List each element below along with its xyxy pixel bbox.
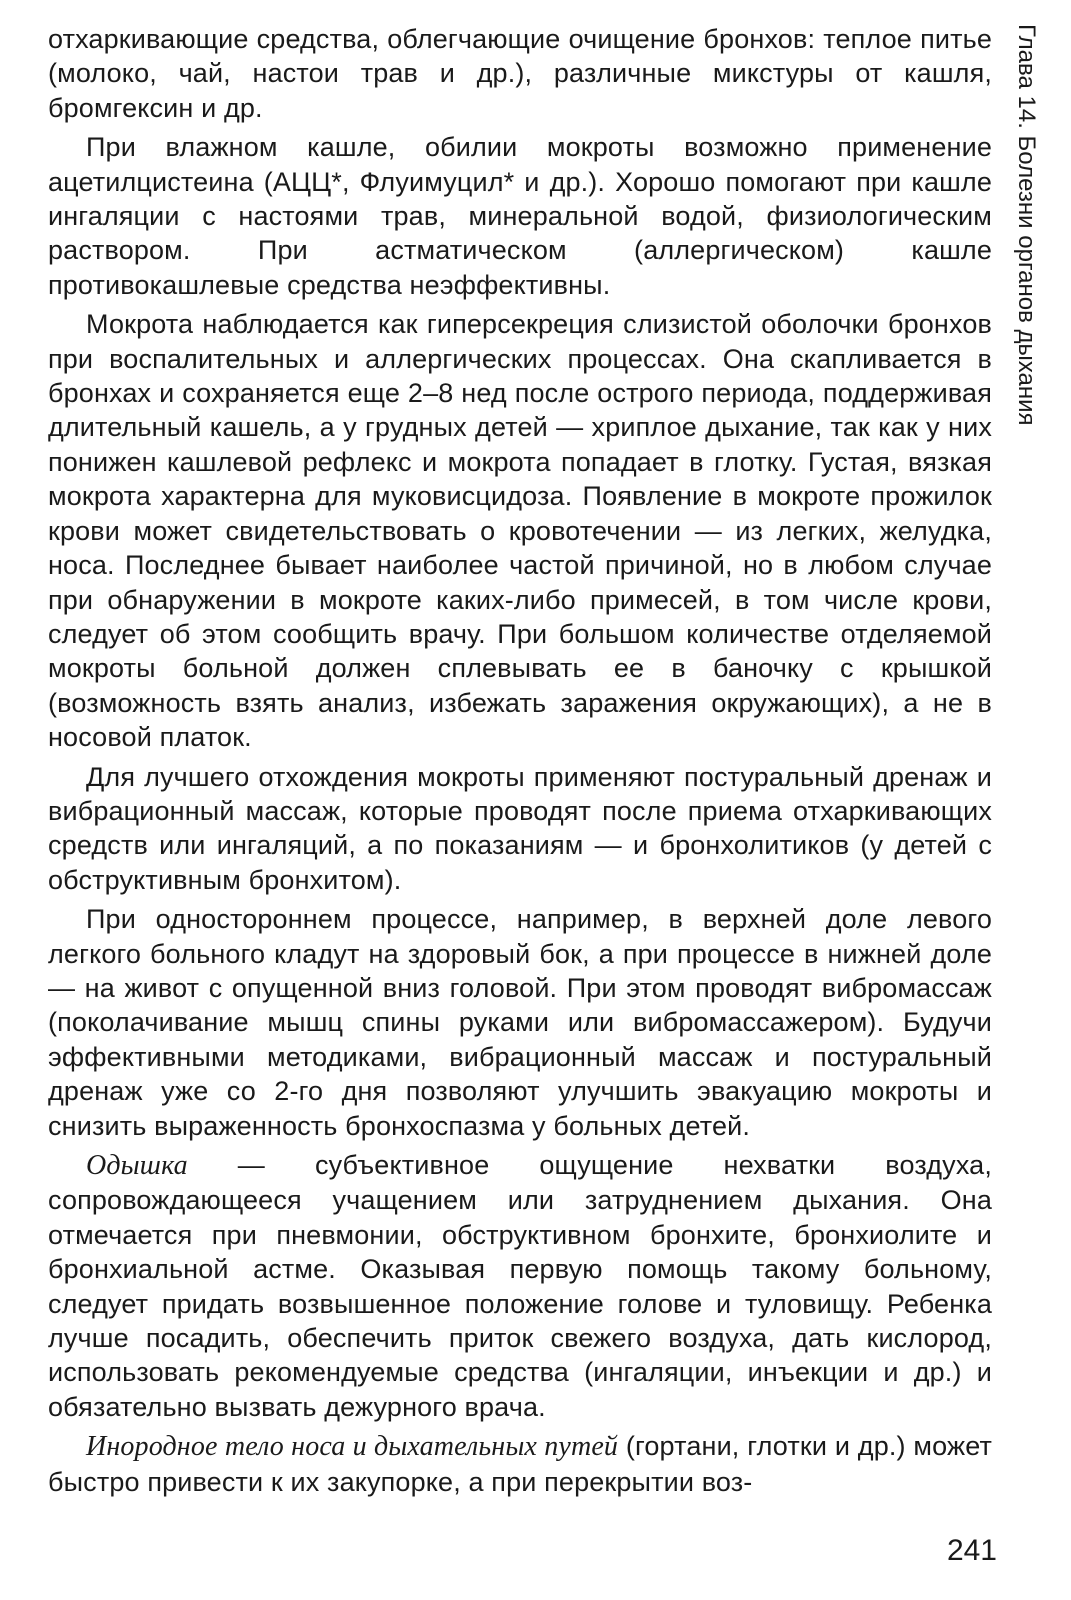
paragraph-text: При влажном кашле, обилии мокроты возможно применение ацетилцистеина (АЦЦ*, Флуимуцил* и др.). Хорошо помогают при кашле ингаляции с настоями трав, минеральной водой, физиологическим раствором. При астматическом (аллергическом) кашле противокашлевые средства неэффективны.: [48, 132, 992, 300]
paragraph-text: (гортани, глотки и др.) может быстро привести к их закупорке, а при перекрытии воз-: [48, 1431, 992, 1497]
page-number: 241: [946, 1534, 997, 1567]
paragraph: [48, 130, 992, 302]
paragraph: [48, 760, 992, 898]
paragraph-text: Для лучшего отхождения мокроты применяют постуральный дренаж и вибрационный массаж, которые проводят после приема отхаркивающих средств или ингаляций, а по показаниям — и бронхолитиков (у детей с обструктивным бронхитом).: [48, 761, 992, 895]
running-head: [1004, 24, 1048, 584]
page-body: [48, 22, 992, 1502]
running-head-text: Глава 14. Болезни органов дыхания: [1013, 24, 1040, 426]
paragraph: [48, 22, 992, 125]
paragraph-text: отхаркивающие средства, облегчающие очищение бронхов: теплое питье (молоко, чай, настои трав и др.), различные микстуры от кашля, бромгексин и др.: [48, 24, 992, 123]
paragraph: [48, 1429, 992, 1499]
term-foreign-body: Инородное тело носа и дыхательных путей: [86, 1431, 619, 1463]
paragraph: [48, 1148, 992, 1424]
paragraph-text: — субъективное ощущение нехватки воздуха, сопровождающееся учащением или затруднением дыхания. Она отмечается при пневмонии, обструктивном бронхите, бронхиолите и бронхиальной астме. Оказывая первую помощь такому больному, следует придать возвышенное положение голове и туловищу. Ребенка лучше посадить, обеспечить приток свежего воздуха, дать кислород, использовать рекомендуемые средства (ингаляции, инъекции и др.) и обязательно вызвать дежурного врача.: [48, 1150, 992, 1422]
paragraph-text: Мокрота наблюдается как гиперсекреция слизистой оболочки бронхов при воспалительных и аллергических процессах. Она скапливается в бронхах и сохраняется еще 2–8 нед после острого периода, поддерживая длительный кашель, а у грудных детей — хриплое дыхание, так как у них понижен кашлевой рефлекс и мокрота попадает в глотку. Густая, вязкая мокрота характерна для муковисцидоза. Появление в мокроте прожилок крови может свидетельствовать о кровотечении — из легких, желудка, носа. Последнее бывает наиболее частой причиной, но в любом случае при обнаружении в мокроте каких-либо примесей, в том числе крови, следует об этом сообщить врачу. При большом количестве отделяемой мокроты больной должен сплевывать ее в баночку с крышкой (возможность взять анализ, избежать заражения окружающих), а не в носовой платок.: [48, 309, 992, 753]
term-dyspnea: Одышка: [86, 1150, 188, 1181]
paragraph: [48, 307, 992, 754]
paragraph-text: При одностороннем процессе, например, в верхней доле левого легкого больного кладут на здоровый бок, а при процессе в нижней доле — на живот с опущенной вниз головой. При этом проводят вибромассаж (поколачивание мышц спины руками или вибромассажером). Будучи эффективными методиками, вибрационный массаж и постуральный дренаж уже со 2-го дня позволяют улучшить эвакуацию мокроты и снизить выраженность бронхоспазма у больных детей.: [48, 904, 992, 1141]
paragraph: [48, 902, 992, 1143]
